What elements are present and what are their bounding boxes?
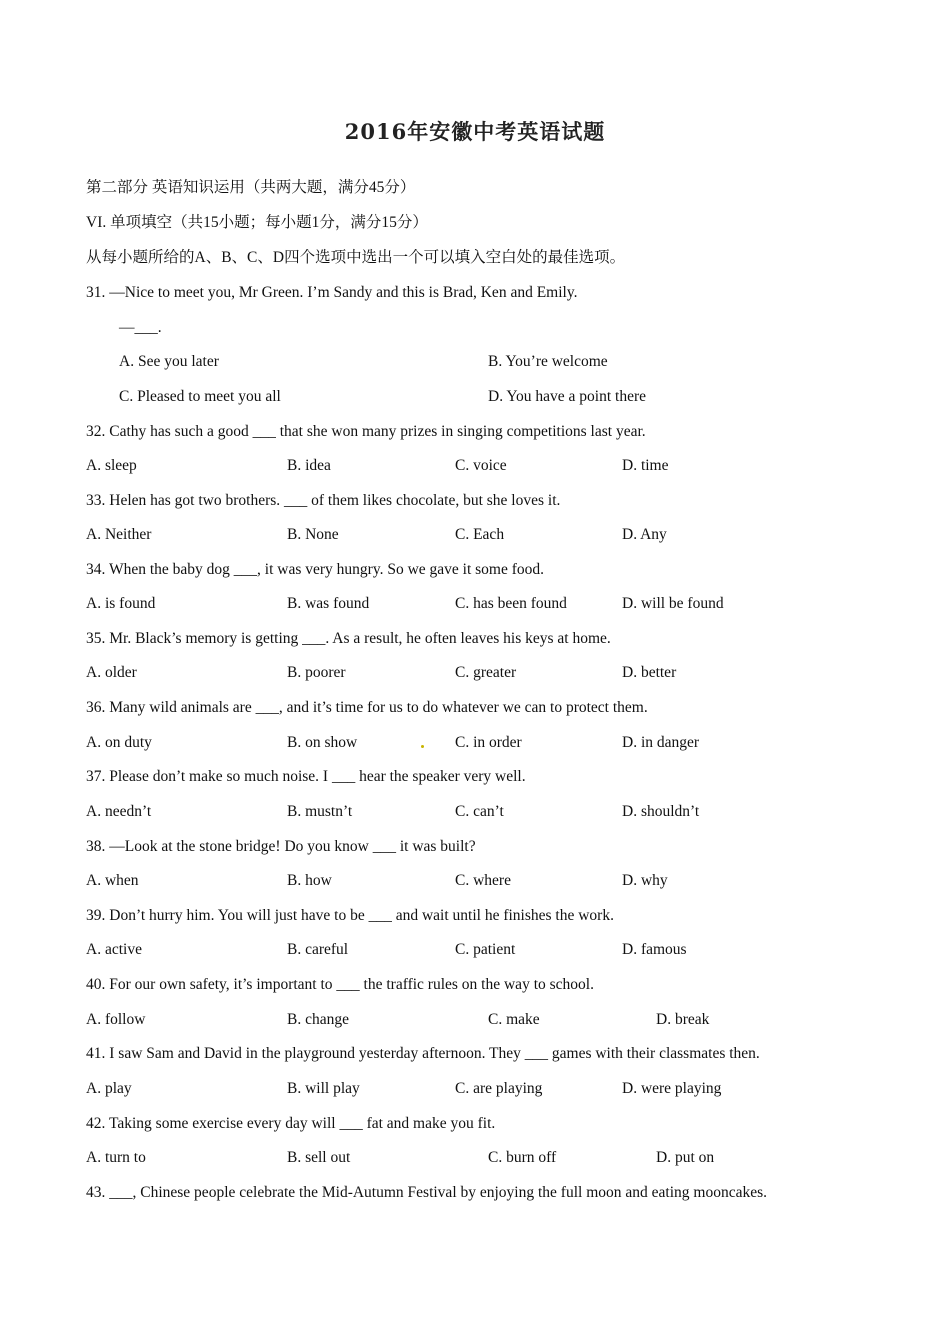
part-header: VI. 单项填空（共15小题；每小题1分，满分15分）	[86, 214, 428, 231]
question-stem-34: 34. When the baby dog ___, it was very hungry. So we gave it some food.	[86, 561, 545, 578]
option-33-d: D. Any	[622, 526, 667, 543]
option-37-b: B. mustn’t	[287, 803, 353, 820]
option-41-a: A. play	[86, 1080, 132, 1097]
option-36-b: B. on show	[287, 734, 358, 751]
option-33-a: A. Neither	[86, 526, 152, 543]
option-39-c: C. patient	[455, 941, 516, 958]
option-40-c: C. make	[488, 1011, 540, 1028]
option-40-d: D. break	[656, 1011, 710, 1028]
option-39-b: B. careful	[287, 941, 349, 958]
option-41-d: D. were playing	[622, 1080, 722, 1097]
option-35-b: B. poorer	[287, 664, 346, 681]
option-40-b: B. change	[287, 1011, 349, 1028]
option-36-d: D. in danger	[622, 734, 700, 751]
option-34-b: B. was found	[287, 595, 370, 612]
option-41-b: B. will play	[287, 1080, 360, 1097]
option-32-b: B. idea	[287, 457, 331, 474]
option-42-b: B. sell out	[287, 1149, 351, 1166]
option-33-b: B. None	[287, 526, 339, 543]
option-33-c: C. Each	[455, 526, 505, 543]
option-42-a: A. turn to	[86, 1149, 146, 1166]
option-42-d: D. put on	[656, 1149, 715, 1166]
question-stem-40: 40. For our own safety, it’s important to ___ the traffic rules on the way to school.	[86, 976, 594, 993]
option-38-c: C. where	[455, 872, 511, 889]
question-stem-36: 36. Many wild animals are ___, and it’s time for us to do whatever we can to protect them.	[86, 699, 648, 716]
option-35-c: C. greater	[455, 664, 517, 681]
option-39-d: D. famous	[622, 941, 687, 958]
question-stem-42: 42. Taking some exercise every day will ___ fat and make you fit.	[86, 1115, 496, 1132]
option-31-c: C. Pleased to meet you all	[119, 388, 281, 405]
question-stem-38: 38. —Look at the stone bridge! Do you know ___ it was built?	[86, 838, 476, 855]
option-36-c: C. in order	[455, 734, 522, 751]
question-stem-41: 41. I saw Sam and David in the playground yesterday afternoon. They ___ games with their classmates then.	[86, 1045, 760, 1062]
question-stem-43: 43. ___, Chinese people celebrate the Mid-Autumn Festival by enjoying the full moon and eating mooncakes.	[86, 1184, 767, 1201]
option-31-a: A. See you later	[119, 353, 219, 370]
option-38-b: B. how	[287, 872, 332, 889]
option-37-c: C. can’t	[455, 803, 504, 820]
option-31-d: D. You have a point there	[488, 388, 646, 405]
option-32-c: C. voice	[455, 457, 507, 474]
option-31-b: B. You’re welcome	[488, 353, 608, 370]
option-35-a: A. older	[86, 664, 137, 681]
question-stem-33: 33. Helen has got two brothers. ___ of them likes chocolate, but she loves it.	[86, 492, 561, 509]
option-34-c: C. has been found	[455, 595, 567, 612]
scan-speck	[421, 745, 424, 748]
option-32-d: D. time	[622, 457, 669, 474]
question-stem-32: 32. Cathy has such a good ___ that she won many prizes in singing competitions last year.	[86, 423, 646, 440]
option-38-d: D. why	[622, 872, 668, 889]
question-stem-31-reply: —___.	[119, 319, 162, 336]
question-stem-35: 35. Mr. Black’s memory is getting ___. As a result, he often leaves his keys at home.	[86, 630, 611, 647]
option-34-d: D. will be found	[622, 595, 724, 612]
option-39-a: A. active	[86, 941, 142, 958]
option-36-a: A. on duty	[86, 734, 152, 751]
option-38-a: A. when	[86, 872, 139, 889]
instruction: 从每小题所给的A、B、C、D四个选项中选出一个可以填入空白处的最佳选项。	[86, 249, 626, 266]
option-40-a: A. follow	[86, 1011, 146, 1028]
option-35-d: D. better	[622, 664, 677, 681]
option-34-a: A. is found	[86, 595, 156, 612]
page-title: 2016年安徽中考英语试题	[344, 119, 606, 144]
option-42-c: C. burn off	[488, 1149, 557, 1166]
option-41-c: C. are playing	[455, 1080, 543, 1097]
option-32-a: A. sleep	[86, 457, 137, 474]
question-stem-39: 39. Don’t hurry him. You will just have to be ___ and wait until he finishes the work.	[86, 907, 614, 924]
option-37-d: D. shouldn’t	[622, 803, 700, 820]
section-header: 第二部分 英语知识运用（共两大题，满分45分）	[86, 179, 416, 196]
option-37-a: A. needn’t	[86, 803, 152, 820]
question-stem-31: 31. —Nice to meet you, Mr Green. I’m Sandy and this is Brad, Ken and Emily.	[86, 284, 578, 301]
question-stem-37: 37. Please don’t make so much noise. I ___ hear the speaker very well.	[86, 768, 526, 785]
